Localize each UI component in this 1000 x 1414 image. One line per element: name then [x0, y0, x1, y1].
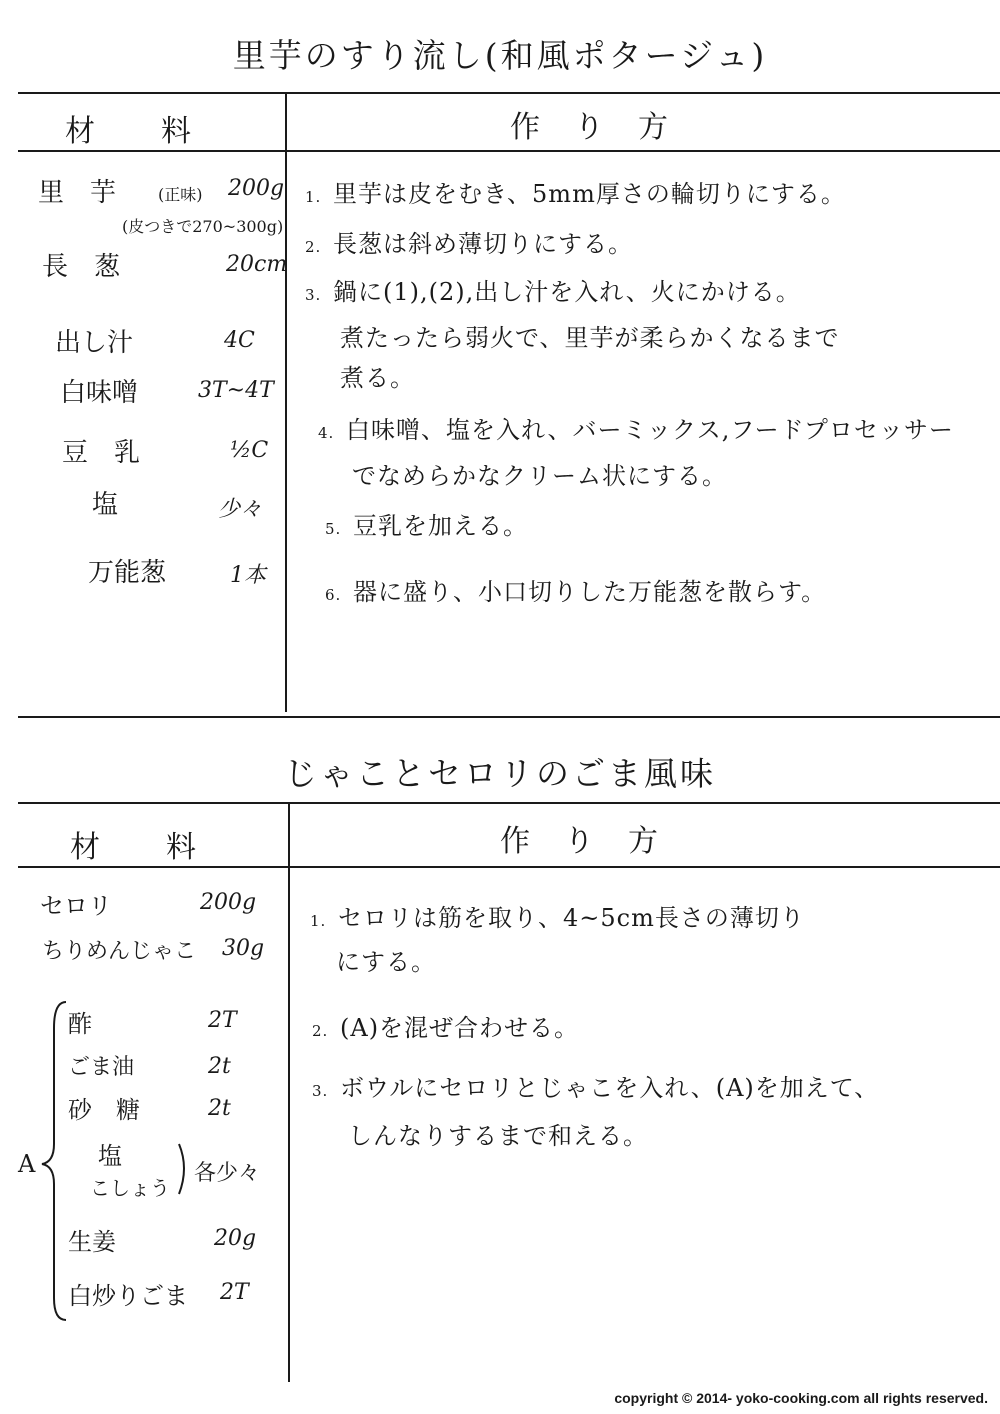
step-continuation: にする。: [336, 948, 436, 976]
column-divider: [288, 802, 290, 1382]
ingredient-name: 豆 乳: [62, 438, 141, 468]
step-continuation: しんなりするまで和える。: [348, 1122, 648, 1150]
recipe1-title: 里芋のすり流し(和風ポタージュ): [232, 36, 768, 75]
step-item: 6. 器に盛り、小口切りした万能葱を散らす。: [325, 578, 827, 606]
ingredient-qualifier: (正味): [158, 185, 203, 204]
copyright-footer: copyright © 2014- yoko-cooking.com all rights reserved.: [614, 1390, 988, 1406]
ingredient-qty: 200g: [200, 890, 257, 915]
step-continuation: 煮る。: [340, 364, 415, 392]
method-header: 作 り 方: [510, 110, 670, 145]
column-divider: [285, 92, 287, 712]
ingredient-name: ごま油: [68, 1055, 135, 1080]
ingredient-name: 塩: [92, 490, 119, 520]
ingredient-qty: 2t: [208, 1054, 231, 1079]
ingredient-name: 白味噌: [60, 378, 139, 408]
ingredient-name: 出し汁: [55, 328, 134, 358]
ingredient-name: 長 葱: [42, 252, 121, 282]
divider: [18, 716, 1000, 718]
ingredient-name: 塩: [98, 1142, 122, 1170]
ingredient-name: 砂 糖: [68, 1096, 140, 1124]
ingredient-qty: 20g: [214, 1226, 257, 1251]
bracket-icon: [176, 1142, 192, 1196]
divider: [18, 92, 1000, 94]
ingredient-name: 里 芋: [38, 178, 117, 208]
ingredient-qty: 少々: [218, 497, 263, 522]
ingredient-qty: 20cm: [226, 252, 288, 277]
ingredients-header: 材 料: [65, 114, 193, 149]
ingredient-name: 白炒りごま: [68, 1282, 188, 1310]
ingredient-qty: 各少々: [194, 1161, 261, 1186]
brace-icon: [30, 998, 70, 1324]
step-item: 2. (A)を混ぜ合わせる。: [312, 1014, 580, 1042]
ingredient-qty: 30g: [222, 936, 265, 961]
ingredient-qty: ½C: [230, 438, 269, 463]
method-header: 作 り 方: [500, 824, 660, 859]
ingredient-qty: 4C: [224, 328, 255, 353]
ingredient-name: セロリ: [40, 892, 112, 920]
ingredient-name: 生姜: [68, 1228, 116, 1256]
ingredient-qty: 1本: [230, 563, 266, 588]
divider: [18, 150, 1000, 152]
step-item: 4. 白味噌、塩を入れ、バーミックス,フードプロセッサー: [318, 416, 954, 444]
step-item: 1. 里芋は皮をむき、5mm厚さの輪切りにする。: [305, 180, 846, 208]
step-item: 3. 鍋に(1),(2),出し汁を入れ、火にかける。: [305, 278, 801, 306]
recipe2-title: じゃことセロリのごま風味: [284, 754, 716, 793]
step-item: 3. ボウルにセロリとじゃこを入れ、(A)を加えて、: [312, 1074, 880, 1102]
ingredient-name: こしょう: [90, 1176, 170, 1200]
step-item: 2. 長葱は斜め薄切りにする。: [305, 230, 633, 258]
ingredient-qty: 3T~4T: [198, 378, 274, 403]
ingredient-name: ちりめんじゃこ: [42, 939, 197, 964]
divider: [18, 866, 1000, 868]
ingredient-name: 万能葱: [88, 558, 167, 588]
ingredient-qty: 2T: [220, 1280, 249, 1305]
step-continuation: 煮たったら弱火で、里芋が柔らかくなるまで: [340, 324, 840, 352]
ingredient-qty: 200g: [228, 176, 285, 201]
ingredient-name: 酢: [68, 1010, 92, 1038]
ingredients-header: 材 料: [70, 830, 198, 865]
ingredient-qty: 2t: [208, 1096, 231, 1121]
step-item: 5. 豆乳を加える。: [325, 512, 528, 540]
ingredient-qty: 2T: [208, 1008, 237, 1033]
step-item: 1. セロリは筋を取り、4~5cm長さの薄切り: [310, 904, 805, 932]
ingredient-note: (皮つきで270~300g): [122, 217, 284, 236]
divider: [18, 802, 1000, 804]
group-label: A: [18, 1150, 36, 1178]
step-continuation: でなめらかなクリーム状にする。: [352, 462, 727, 490]
